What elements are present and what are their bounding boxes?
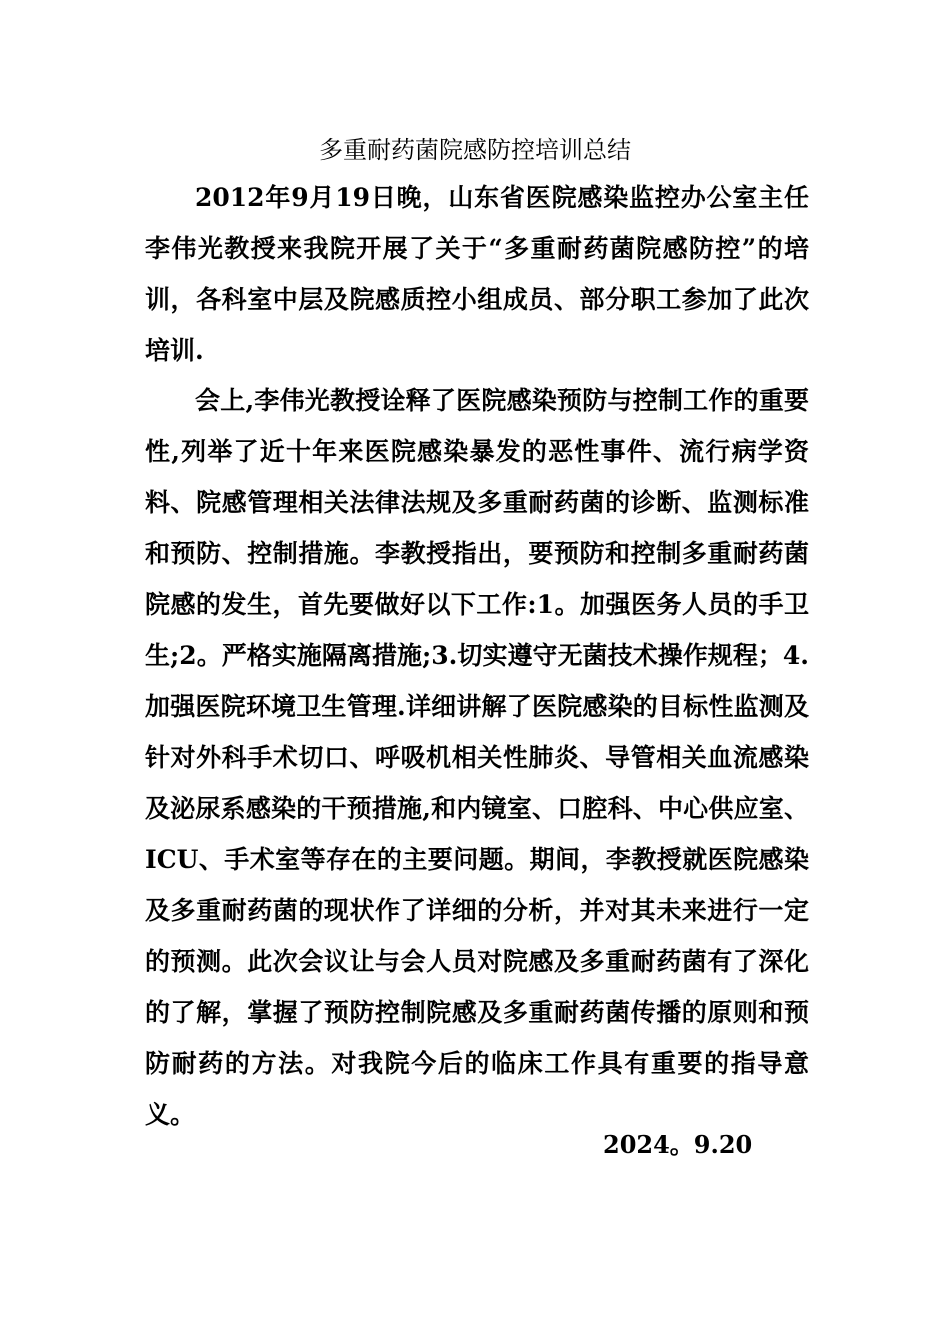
document-title: 多重耐药菌院感防控培训总结 (319, 136, 631, 164)
paragraph-body: 会上,李伟光教授诠释了医院感染预防与控制工作的重要性,列举了近十年来医院感染暴发的恶性事件、流行病学资料、院感管理相关法律法规及多重耐药菌的诊断、监测标准和预防、控制措施。李教授指出，要预防和控制多重耐药菌院感的发生，首先要做好以下工作:1。加强医务人员的手卫生;2。严格实施隔离措施;3.切实遵守无菌技术操作规程；4.加强医院环境卫生管理.详细讲解了医院感染的目标性监测及针对外科手术切口、呼吸机相关性肺炎、导管相关血流感染及泌尿系感染的干预措施,和内镜室、口腔科、中心供应室、ICU、手术室等存在的主要问题。期间，李教授就医院感染及多重耐药菌的现状作了详细的分析，并对其未来进行一定的预测。此次会议让与会人员对院感及多重耐药菌有了深化的了解，掌握了预防控制院感及多重耐药菌传播的原则和预防耐药的方法。对我院今后的临床工作具有重要的指导意义。 (145, 386, 809, 1129)
paragraph-intro: 2012年9月19日晚，山东省医院感染监控办公室主任李伟光教授来我院开展了关于“多重耐药菌院感防控”的培训，各科室中层及院感质控小组成员、部分职工参加了此次培训. (145, 183, 809, 365)
document-date: 2024。9.20 (603, 1130, 753, 1159)
